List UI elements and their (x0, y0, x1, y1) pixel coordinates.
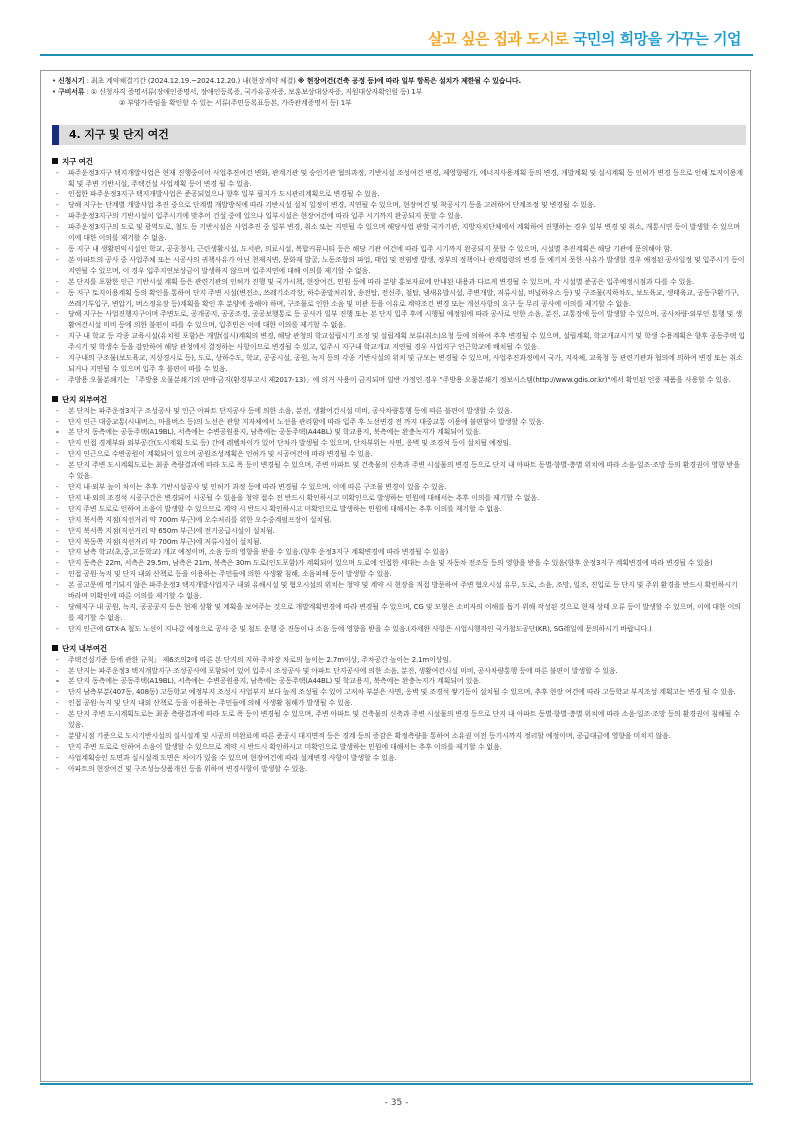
dash-bullet: - (56, 602, 59, 611)
list-item: - 본 아파트의 공사 중 사업주체 또는 시공사의 귀책사유가 아닌 천재지변, 문화재 발굴, 노동조합의 파업, 태업 및 전염병 발생, 정부의 정책이나 관계법령의 변경 등 예기치 못한 사유가 발생할 경우 예정된 공사일정 및 입주시기 등이 지연될 수 있으며, 이 경우 입주지연보상금이 발생하지 않으며 입주지연에 대해 이의를 제기할 수 없음. (56, 255, 745, 275)
dash-bullet: - (56, 190, 59, 199)
dash-bullet: - (56, 439, 59, 448)
dash-bullet: - (56, 742, 59, 751)
dash-bullet: - (56, 764, 59, 773)
section-title: 4. 지구 및 단지 여건 (52, 125, 746, 145)
square-bullet-icon (52, 396, 58, 402)
dash-bullet: - (56, 504, 59, 513)
dash-bullet: - (56, 515, 59, 524)
subsection-title: 단지 외부여건 (52, 395, 746, 406)
list-item: - 당해 지구는 단계별 개발사업 추진 중으로 단계별 개발방식에 따라 기반시설 설치 일정이 변경, 지연될 수 있으며, 현장여건 및 착공시기 등을 고려하여 단계조정 및 변경될 수 있음. (56, 201, 596, 210)
list-item: - 동 지구 내 생활편익시설인 학교, 공공청사, 근린생활시설, 도서관, 의료시설, 복합커뮤니티 등은 해당 기관 여건에 따라 입주 시기까지 완공되지 못할 수 있으며, 시설별 추진계획은 해당 기관에 문의해야 함. (56, 244, 673, 253)
list-item: - 단지 인근 대중교통(시내버스, 마을버스 등)의 노선은 관할 지자체에서 노선을 관리함에 따라 입주 후 노선변경 전 까지 대중교통 이용에 불편함이 발생할 수 있음. (56, 417, 545, 426)
dash-bullet: - (56, 450, 59, 459)
dash-bullet: - (56, 559, 59, 568)
dash-bullet: - (56, 354, 59, 363)
list-item: - 본 단지 주변 도시계획도로는 최종 측량결과에 따라 도로 폭 등이 변경될 수 있으며, 주변 아파트 및 건축물의 신축과 주변 시설물의 변경 등으로 단지 내 아파트 동별·향별·층별 위치에 따라 소음·일조·조망 등의 환경권이 침해될 수 있음. (56, 710, 740, 730)
list-item: - 단지 북서쪽 지점(직선거리 약 650m 부근)에 전기공급시설이 설치됨. (56, 526, 275, 535)
dash-bullet: - (56, 570, 59, 579)
list-item: - 동 지구 토지이용계획 등의 확인을 통하여 단지 주변 시설(변전소, 쓰레기소각장, 하수종말처리장, 송전탑, 전신주, 철탑, 냄새유발시설, 주변개발, 저류시설, 비닐하우스 등) 및 구조물(지하차도, 보도육교, 생태육교, 공동구환기구, 쓰레기투입구, 변압기, 버스정유장 등)계획을 확인 후 분양에 응해야 하며, 구조물로 인한 소음 및 미관 등을 이유로 계약조건 변경 또는 개선사항의 요구 등 무리 공사에 이의를 제기할 수 없음. (56, 288, 739, 308)
list-item: - 단지 북서쪽 지점(직선거리 약 700m 부근)에 오수처리를 위한 오수중계펌프장이 설치됨. (56, 515, 332, 524)
dash-bullet: - (56, 537, 59, 546)
slogan-part1: 살고 싶은 집과 도시로 (428, 30, 569, 48)
square-bullet-icon (52, 158, 58, 164)
subsection-title: 지구 여건 (52, 157, 746, 168)
list-item: - 아파트의 현장여건 및 구조성능상품개선 등을 위하여 변경사항이 발생할 수 있음. (56, 764, 307, 773)
dash-bullet: - (56, 677, 59, 686)
required-docs-row-2: ② 부양가족임을 확인할 수 있는 서류(주민등록표등본, 가족관계증명서 등) 1부 (119, 98, 352, 107)
list-item: - 단지 주변 도로로 인하여 소음이 발생할 수 있으므로 계약 시 반드시 확인하시고 미확인으로 발생하는 민원에 대해서는 추후 이의를 제기할 수 없음. (56, 742, 502, 751)
period-warning: ※ 현장여건(건축 공정 등)에 따라 일부 항목은 설치가 제한될 수 있습니다. (297, 77, 522, 85)
list-item: - 당해 지구는 사업진행지구이며 주변도로, 공개공지, 공공조경, 공공보행통로 등 공사가 일부 진행 또는 본 단지 입주 후에 시행될 예정임에 따라 공사로 인한 소음, 분진, 교통장애 등이 발생할 수 있으며, 공사차량·외부인 통행 및 생활여건시설 미비 등에 의한 불편이 따를 수 있으며, 입주민은 이에 대한 이의를 제기할 수 없음. (56, 310, 742, 330)
list-item: - 본 단지 주변 도시계획도로는 최종 측량결과에 따라 도로 폭 등이 변경될 수 있으며, 주변 아파트 및 건축물의 신축과 주변 시설물의 변경 등으로 단지 내 아파트 동별·향별·층별 위치에 따라 소음·일조·조망 등의 환경권이 영향 받을 수 있음. (56, 461, 740, 481)
dash-bullet: - (56, 655, 59, 664)
dash-bullet: - (56, 753, 59, 762)
period-label: 신청시기 (58, 77, 85, 85)
dash-bullet: - (56, 375, 59, 384)
dash-bullet: - (56, 310, 59, 319)
list-item: - 인접한 파주운정3지구 택지개발사업은 준공되었으나 향후 일부 필지가 도시관리계획으로 변경될 수 있음. (56, 190, 380, 199)
square-bullet-icon (52, 645, 58, 651)
list-item: - 파주운정3지구의 기반시설이 입주시기에 맞추어 건설 중에 있으나 일부시설은 현장여건에 따라 입주 시기까지 완공되지 못할 수 있음. (56, 212, 463, 221)
list-item: - 주택건설기준 등에 관한 규칙」 제6조의2에 따른 본 단지의 지하 주차장 차로의 높이는 2.7m이상, 주차공간 높이는 2.1m이상임. (56, 655, 451, 664)
list-item: - 단지 내·외부 높이 차이는 추후 기반시설공사 및 인허가 과정 등에 따라 변경될 수 있으며, 이에 따른 구조물 변경이 있을 수 있음. (56, 483, 447, 491)
list-item: - 본 단지를 포함한 인근 기반시설 계획 등은 관련기관의 인허가 진행 및 국가시책, 현장여건, 민원 등에 따라 분양 홍보자료에 안내된 내용과 다르게 변경될 수 있으며, 각 시설별 준공은 입주예정시점과 다를 수 있음. (56, 277, 694, 286)
list-item: - 단지 인근에 GTX-A 철도 노선이 지나갈 예정으로 공사 중 및 철도 운행 중 진동이나 소음 등에 영향을 받을 수 있음.(자세한 사항은 시업시행자인 국가철도공단(KR), SG레일에 문의하시기 바랍니다.) (56, 624, 652, 633)
header-divider (40, 54, 753, 56)
list-item: - 인접 공원·녹지 및 단지 내외 산책로 등을 이용하는 주민들에 의한 사생활 침해, 소음피해 등이 발생할 수 있음. (56, 570, 392, 579)
list-item: - 단지 내·외의 조경석 시공구간은 변경되어 시공될 수 있음을 청약 접수 전 반드시 확인하시고 미확인으로 발생하는 민원에 대해서는 추후 이의를 제기할 수 없음. (56, 493, 539, 502)
dash-bullet: - (56, 212, 59, 221)
slogan-part2: 국민의 희망을 가꾸는 기업 (572, 30, 741, 48)
dash-bullet: - (56, 255, 59, 264)
dash-bullet: - (56, 288, 59, 297)
list-item: - 본 단지 동측에는 공동주택(A19BL), 서측에는 수변공원용지, 남측에는 공동주택(A44BL) 및 학교용지, 북측에는 완충녹지가 계획되어 있음. (56, 428, 481, 437)
list-item: - 지구 내 학교 등 각종 교육시설(유치원 포함)은 개발(실시)계획의 변경, 해당 관청의 학교설립시기 조정 및 설립계획 보류(취소)요청 등에 의하여 추후 변경될 수 있으며, 설립계획, 학교개교시기 및 학생 수용계획은 향후 공동주택 입주시기 및 학생수 등을 감안하여 해당 관청에서 결정하는 사항이므로 변경될 수 있고, 입주시 지구내 학교개교 지연될 경우 사업지구 인근학교에 배치될 수 있음. (56, 332, 745, 352)
dash-bullet: - (56, 277, 59, 286)
list-item: - 인접 공원·녹지 및 단지 내외 산책로 등을 이용하는 주민들에 의해 사생활 침해가 발생될 수 있음. (56, 699, 353, 708)
docs-label: 구비서류 (58, 87, 85, 96)
dash-bullet: - (56, 699, 59, 708)
list-item: - 주방용 오물분쇄기는 「주방용 오물분쇄기의 판매·금지(환경부고시 제2017-13)」에 의거 사용이 금지되며 일반 가정인 경우 "주방용 오물분쇄기 정보시스템(http://www.gdis.or.kr)"에서 확인된 인증 제품을 사용할 수 있음. (56, 375, 731, 384)
dash-bullet: - (56, 581, 59, 590)
list-item: - 단지 인근으로 수변공원이 계획되어 있으며 공원조성계획은 인허가 및 시공여건에 따라 변경될 수 있음. (56, 450, 373, 459)
dash-bullet: - (56, 526, 59, 535)
subsections (52, 157, 746, 775)
dash-bullet: - (56, 493, 59, 502)
dash-bullet: - (56, 483, 59, 491)
dash-bullet: - (56, 731, 59, 740)
page-content (52, 76, 746, 775)
dash-bullet: - (56, 666, 59, 675)
dash-bullet: - (56, 710, 59, 719)
list-item: - 사업계획승인 도면과 실시설계 도면은 차이가 있을 수 있으며 현장여건에 따라 설계변경 사항이 발생할 수 있음. (56, 753, 397, 762)
dash-bullet: - (56, 428, 59, 437)
list-item: - 단지 동측은 22m, 서측은 29.5m, 남측은 21m, 북측은 30m 도로(인도포함)가 계획되어 있으며 도로에 인접한 세대는 소음 및 자동차 전조등 등의 영향을 받을 수 있음(향후 운정3지구 계획변경에 따라 변경될 수 있음) (56, 559, 713, 568)
dash-bullet: - (56, 332, 59, 341)
period-text: : 최초 계약체결기간 (2024.12.19.~2024.12.20.) 내(현장계약 체결) (84, 77, 298, 85)
list-item: - 분양시점 기준으로 도시기반시설의 실시설계 및 시공의 미완료에 따른 준공시 대지면적 등은 경계 등의 증감은 확정측량을 통하여 소유권 이전 등기시까지 정리할 예정이며, 공급대금에 영향을 미치지 않음. (56, 731, 671, 740)
dash-bullet: - (56, 168, 59, 177)
list-item: - 파주운정3지구 택지개발사업은 현재 진행중이어 사업추진여건 변화, 관계기관 및 승인기관 협의과정, 기반시설 조성여건 변경, 제영향평가, 에너지사용계획 등의 변경, 개발계획 및 실시계획 등 인허가 변경 등으로 인해 토지이용계획 및 주변 기반시설, 주택건설 사업계획 등이 변경 될 수 있음. (56, 168, 743, 188)
list-item: - 단지 북동쪽 지점(직선거리 약 700m 부근)에 저류시설이 설치됨. (56, 537, 262, 546)
footer-divider (40, 1083, 753, 1085)
dash-bullet: - (56, 244, 59, 253)
list-item: - 지구내의 구조물(보도육교, 지상경시로 등), 도로, 상하수도, 학교, 공공시설, 공원, 녹지 등의 각종 기반시설의 위치 및 규모는 변경될 수 있으며, 사업추진과정에서 국가, 지자체, 교육청 등 관련기관과 협의에 의하여 변경 또는 취소되거나 지연될 수 있으며 입주 후 불편이 따를 수 있음. (56, 354, 743, 373)
dash-bullet: - (56, 406, 59, 415)
dash-bullet: - (56, 548, 59, 557)
list-item: - 단지 인접 경계부와 외부공간(도시계획 도로 등) 간에 레벨차이가 있어 단차가 발생될 수 있으며, 단차부위는 사면, 옹벽 및 조경석 등이 설치될 예정임. (56, 439, 511, 448)
docs-text-1: : ① 신청자격 증명서류(장애인증명서, 장애인등록증, 국가유공자증, 보훈보상대상자증, 지원대상자확인원 등) 1부 (84, 87, 423, 96)
list-item: - 본 단지는 파주운정3 택지개발지구 조성공사에 포함되어 있어 입주시 조성공사 및 아파트 단지공사에 의한 소음, 분진, 생활여건시설 미비, 공사차량통행 등에 따른 불편이 발생할 수 있음. (56, 666, 618, 675)
list-item: - 단지 남측부분(407동, 408동) 고등학교 예정부지 조성시 사업부지 보다 높게 조성될 수 있어 고저차 부분은 사면, 옹벽 및 조경석 쌓기등이 설치될 수 있으며, 추후 현장 여건에 따라 고등학교 부지조성 계획고는 변경 될 수 있음. (56, 688, 736, 697)
list-item: - 당해지구 내 공원, 녹지, 공공공지 등은 현재 상황 및 계획을 보여주는 것으로 개발계획변경에 따라 변경될 수 있으며, CG 및 모형은 소비자의 이해를 돕기 위해 작성된 것으로 현재 상태 오류 등이 발생할 수 있으며, 이에 대한 이의를 제기할 수 없음. (56, 602, 741, 622)
dash-bullet: - (56, 417, 59, 426)
dash-bullet: - (56, 624, 59, 633)
list-item: - 본 단지는 파주운정3지구 조성공사 및 인근 아파트 단지공사 등에 의한 소음, 분진, 생활여건시설 미비, 공사차량통행 등에 따른 불편이 발생할 수 있음. (56, 406, 513, 415)
application-period-row: • 신청시기 : 최초 계약체결기간 (2024.12.19.~2024.12.20.) 내(현장계약 체결) ※ 현장여건(건축 공정 등)에 따라 일부 항목은 설치가 제한될 수 있습니다. (52, 77, 522, 85)
subsection-title: 단지 내부여건 (52, 644, 746, 655)
dash-bullet: - (56, 223, 59, 232)
list-item: - 본 공고문에 명기되지 않은 파주운정3 택지개발사업지구 내외 유해시설 및 혐오시설의 위치는 청약 및 계약 시 현장을 직접 방문하여 주변 혐오시설 유무, 도로, 소음, 조망, 일조, 진입로 등 단지 및 주위 환경을 반드시 확인하시기 바라며 미확인에 따른 이의를 제기할 수 없음. (56, 581, 738, 601)
page-number: - 35 - (384, 1098, 409, 1108)
list-item: - 단지 남측 학교(초,중,고등학교) 개교 예정이며, 소음 등의 영향을 받을 수 있음.(향후 운정3지구 계획변경에 따라 변경될 수 있음) (56, 548, 449, 557)
list-item: - 단지 주변 도로로 인하여 소음이 발생할 수 있으므로 계약 시 반드시 확인하시고 미확인으로 발생하는 민원에 대해서는 추후 이의를 제기할 수 없음. (56, 504, 502, 513)
list-item: - 파주운정3지구의 도로 및 광역도로, 철도 등 기반시설은 사업추진 중 일부 변경, 취소 또는 지연될 수 있으며 해당사업 관할 국가기관, 지방자치단체에서 계획하여 진행하는 경우 일부 변경 및 취소, 개통시연 등이 발생할 수 있으며 이에 대한 이의를 제기할 수 없음. (56, 223, 741, 243)
dash-bullet: - (56, 461, 59, 470)
dash-bullet: - (56, 201, 59, 210)
required-docs-row: • 구비서류 : ① 신청자격 증명서류(장애인증명서, 장애인등록증, 국가유공자증, 보훈보상대상자증, 지원대상자확인원 등) 1부 (52, 87, 423, 96)
dash-bullet: - (56, 688, 59, 697)
list-item: - 본 단지 동측에는 공동주택(A19BL), 서측에는 수변공원용지, 남측에는 공동주택(A44BL) 및 학교용지, 북측에는 완충녹지가 계획되어 있음. (56, 677, 481, 686)
header-slogan (428, 28, 741, 49)
